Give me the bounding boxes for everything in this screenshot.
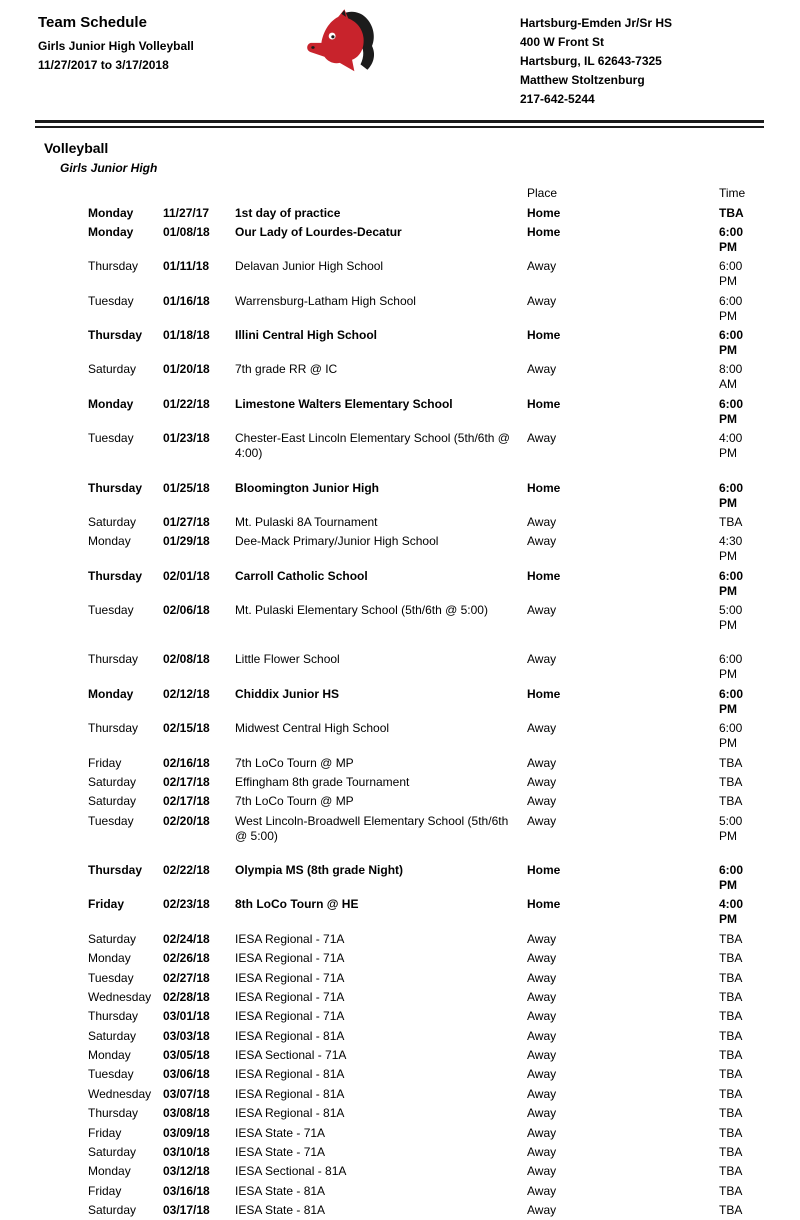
row-place: Away	[527, 1125, 557, 1140]
row-date: 01/08/18	[163, 224, 210, 239]
row-day: Monday	[88, 396, 134, 411]
row-time: TBA	[719, 1125, 743, 1140]
row-day: Thursday	[88, 1009, 139, 1024]
row-event: Chester-East Lincoln Elementary School (5th/6th @ 4:00)	[235, 431, 510, 461]
row-event: Warrensburg-Latham High School	[235, 293, 416, 308]
row-event: IESA Regional - 81A	[235, 1086, 345, 1101]
schedule-row	[88, 513, 766, 532]
row-date: 02/26/18	[163, 951, 210, 966]
row-day: Saturday	[88, 1028, 137, 1043]
row-date: 02/17/18	[163, 774, 210, 789]
row-place: Home	[527, 205, 561, 220]
school-address-line1: 400 W Front St	[520, 35, 605, 49]
row-event: IESA Regional - 71A	[235, 1009, 345, 1024]
schedule-table	[88, 184, 766, 1220]
row-day: Friday	[88, 1183, 122, 1198]
row-place: Away	[527, 1067, 557, 1082]
row-event: Limestone Walters Elementary School	[235, 396, 453, 411]
row-event: IESA Regional - 71A	[235, 951, 345, 966]
row-place: Away	[527, 362, 557, 377]
row-date: 01/16/18	[163, 293, 210, 308]
row-time: TBA	[719, 970, 743, 985]
row-place: Away	[527, 1086, 557, 1101]
schedule-row	[88, 567, 766, 601]
row-place: Home	[527, 480, 561, 495]
row-day: Tuesday	[88, 970, 134, 985]
row-date: 02/16/18	[163, 755, 210, 770]
season-date-range: 11/27/2017 to 3/17/2018	[38, 58, 169, 72]
row-date: 03/05/18	[163, 1048, 210, 1063]
row-day: Monday	[88, 224, 134, 239]
row-day: Tuesday	[88, 431, 134, 446]
row-time: TBA	[719, 1183, 743, 1198]
row-day: Monday	[88, 1164, 131, 1179]
row-day: Tuesday	[88, 813, 134, 828]
schedule-row	[88, 930, 766, 949]
row-place: Home	[527, 686, 561, 701]
row-date: 02/23/18	[163, 897, 210, 912]
row-place: Away	[527, 774, 557, 789]
row-date: 02/06/18	[163, 603, 210, 618]
row-place: Away	[527, 259, 557, 274]
row-event: IESA Regional - 81A	[235, 1106, 345, 1121]
row-day: Wednesday	[88, 1086, 152, 1101]
row-date: 03/08/18	[163, 1106, 210, 1121]
row-event: IESA Regional - 71A	[235, 989, 345, 1004]
row-time: 6:00 PM	[719, 259, 743, 289]
schedule-row	[88, 1182, 766, 1201]
row-place: Away	[527, 1203, 557, 1218]
row-day: Saturday	[88, 794, 137, 809]
row-place: Away	[527, 514, 557, 529]
row-day: Thursday	[88, 721, 139, 736]
school-info-block	[520, 14, 764, 112]
document-title: Team Schedule	[38, 14, 147, 31]
row-time: 5:00 PM	[719, 603, 743, 633]
row-date: 03/06/18	[163, 1067, 210, 1082]
row-time: TBA	[719, 951, 743, 966]
schedule-row	[88, 812, 766, 846]
row-day: Saturday	[88, 514, 137, 529]
row-date: 01/23/18	[163, 431, 210, 446]
row-time: TBA	[719, 1067, 743, 1082]
row-time: TBA	[719, 205, 744, 220]
row-time: 6:00 PM	[719, 721, 743, 751]
row-date: 02/22/18	[163, 863, 210, 878]
row-date: 02/12/18	[163, 686, 210, 701]
row-day: Friday	[88, 897, 125, 912]
row-event: 7th grade RR @ IC	[235, 362, 338, 377]
schedule-row	[88, 1007, 766, 1026]
row-date: 03/01/18	[163, 1009, 210, 1024]
schedule-row	[88, 1143, 766, 1162]
row-place: Away	[527, 794, 557, 809]
team-name: Girls Junior High Volleyball	[38, 39, 194, 53]
row-event: IESA State - 71A	[235, 1144, 326, 1159]
row-date: 02/20/18	[163, 813, 210, 828]
row-time: 6:00 PM	[719, 224, 744, 254]
row-date: 02/01/18	[163, 568, 210, 583]
sport-heading: Volleyball	[44, 140, 109, 156]
schedule-rows	[88, 203, 766, 1220]
row-event: Effingham 8th grade Tournament	[235, 774, 410, 789]
contact-name: Matthew Stoltzenburg	[520, 73, 645, 87]
row-place: Away	[527, 431, 557, 446]
schedule-row	[88, 203, 766, 222]
row-date: 11/27/17	[163, 205, 210, 220]
row-time: TBA	[719, 931, 743, 946]
row-event: Little Flower School	[235, 652, 340, 667]
row-day: Tuesday	[88, 1067, 134, 1082]
schedule-row	[88, 1162, 766, 1181]
row-day: Thursday	[88, 652, 139, 667]
row-event: 7th LoCo Tourn @ MP	[235, 755, 354, 770]
row-day: Saturday	[88, 774, 137, 789]
row-place: Home	[527, 863, 561, 878]
row-time: 6:00 PM	[719, 568, 744, 598]
row-event: IESA Regional - 81A	[235, 1067, 345, 1082]
row-place: Away	[527, 293, 557, 308]
row-date: 02/27/18	[163, 970, 210, 985]
row-place: Away	[527, 1106, 557, 1121]
schedule-row	[88, 1046, 766, 1065]
contact-phone: 217-642-5244	[520, 92, 595, 106]
row-event: Carroll Catholic School	[235, 568, 368, 583]
row-day: Friday	[88, 1125, 122, 1140]
row-day: Saturday	[88, 1203, 137, 1218]
row-time: 6:00 PM	[719, 686, 744, 716]
schedule-row	[88, 968, 766, 987]
row-time: TBA	[719, 755, 743, 770]
row-date: 01/11/18	[163, 259, 210, 274]
row-time: 8:00 AM	[719, 362, 743, 392]
row-time: TBA	[719, 774, 743, 789]
row-place: Away	[527, 534, 557, 549]
row-time: TBA	[719, 1144, 743, 1159]
schedule-row	[88, 257, 766, 291]
row-event: Illini Central High School	[235, 328, 378, 343]
schedule-row	[88, 719, 766, 753]
row-date: 03/10/18	[163, 1144, 210, 1159]
row-day: Thursday	[88, 328, 143, 343]
row-place: Away	[527, 1009, 557, 1024]
row-place: Away	[527, 970, 557, 985]
row-day: Tuesday	[88, 603, 134, 618]
row-date: 01/29/18	[163, 534, 210, 549]
schedule-row	[88, 601, 766, 635]
schedule-row	[88, 1104, 766, 1123]
row-event: IESA State - 81A	[235, 1203, 326, 1218]
row-place: Away	[527, 603, 557, 618]
row-date: 02/24/18	[163, 931, 210, 946]
row-event: 8th LoCo Tourn @ HE	[235, 897, 359, 912]
row-place: Home	[527, 224, 561, 239]
row-event: IESA Regional - 81A	[235, 1028, 345, 1043]
row-day: Saturday	[88, 931, 137, 946]
schedule-column-headers	[88, 184, 766, 203]
schedule-row	[88, 895, 766, 929]
row-place: Home	[527, 328, 561, 343]
row-time: TBA	[719, 1028, 743, 1043]
schedule-row	[88, 395, 766, 429]
row-event: Our Lady of Lourdes-Decatur	[235, 224, 402, 239]
mustang-mascot-icon	[303, 6, 395, 86]
schedule-row	[88, 429, 766, 463]
row-time: 6:00 PM	[719, 293, 743, 323]
row-time: 6:00 PM	[719, 396, 744, 426]
row-day: Thursday	[88, 259, 139, 274]
row-time: TBA	[719, 1086, 743, 1101]
row-place: Away	[527, 951, 557, 966]
row-event: IESA Sectional - 81A	[235, 1164, 347, 1179]
row-date: 02/15/18	[163, 721, 210, 736]
school-name: Hartsburg-Emden Jr/Sr HS	[520, 16, 673, 30]
row-date: 03/07/18	[163, 1086, 210, 1101]
row-event: 1st day of practice	[235, 205, 341, 220]
school-address-line2: Hartsburg, IL 62643-7325	[520, 54, 662, 68]
day-column-header	[88, 186, 163, 201]
schedule-row	[88, 326, 766, 360]
row-day: Saturday	[88, 362, 137, 377]
row-date: 02/08/18	[163, 652, 210, 667]
row-date: 01/25/18	[163, 480, 210, 495]
row-event: Chiddix Junior HS	[235, 686, 340, 701]
event-column-header	[235, 186, 527, 201]
row-place: Away	[527, 721, 557, 736]
row-event: IESA Sectional - 71A	[235, 1048, 347, 1063]
row-time: 5:00 PM	[719, 813, 743, 843]
row-time: TBA	[719, 1164, 743, 1179]
row-date: 01/27/18	[163, 514, 210, 529]
row-day: Monday	[88, 686, 134, 701]
schedule-row	[88, 478, 766, 512]
row-day: Saturday	[88, 1144, 137, 1159]
row-event: Mt. Pulaski 8A Tournament	[235, 514, 378, 529]
row-time: TBA	[719, 794, 743, 809]
row-event: West Lincoln-Broadwell Elementary School (5th/6th @ 5:00)	[235, 813, 509, 843]
schedule-row	[88, 1027, 766, 1046]
row-place: Away	[527, 755, 557, 770]
schedule-row	[88, 949, 766, 968]
header-left-block	[38, 14, 268, 112]
schedule-row	[88, 685, 766, 719]
row-day: Friday	[88, 755, 122, 770]
schedule-row	[88, 773, 766, 792]
row-event: IESA Regional - 71A	[235, 931, 345, 946]
row-event: 7th LoCo Tourn @ MP	[235, 794, 354, 809]
row-date: 02/17/18	[163, 794, 210, 809]
row-date: 01/22/18	[163, 396, 210, 411]
row-event: Delavan Junior High School	[235, 259, 384, 274]
row-time: TBA	[719, 1048, 743, 1063]
row-date: 03/03/18	[163, 1028, 210, 1043]
row-time: TBA	[719, 989, 743, 1004]
schedule-row	[88, 360, 766, 394]
row-time: 6:00 PM	[719, 480, 744, 510]
header-divider-rule	[35, 120, 764, 128]
row-date: 03/16/18	[163, 1183, 210, 1198]
place-column-header: Place	[527, 186, 558, 201]
row-date: 03/12/18	[163, 1164, 210, 1179]
row-date: 01/18/18	[163, 328, 210, 343]
row-day: Thursday	[88, 1106, 139, 1121]
row-place: Home	[527, 568, 561, 583]
row-event: Olympia MS (8th grade Night)	[235, 863, 404, 878]
schedule-row	[88, 753, 766, 772]
row-time: 6:00 PM	[719, 328, 744, 358]
row-time: 6:00 PM	[719, 652, 743, 682]
row-time: 4:30 PM	[719, 534, 743, 564]
schedule-row	[88, 1065, 766, 1084]
schedule-row	[88, 1201, 766, 1220]
row-place: Home	[527, 897, 561, 912]
row-time: 4:00 PM	[719, 897, 744, 927]
schedule-row	[88, 650, 766, 684]
row-place: Away	[527, 813, 557, 828]
schedule-row	[88, 1085, 766, 1104]
row-event: Dee-Mack Primary/Junior High School	[235, 534, 439, 549]
row-place: Away	[527, 652, 557, 667]
row-place: Away	[527, 1164, 557, 1179]
row-day: Monday	[88, 951, 131, 966]
row-event: IESA State - 71A	[235, 1125, 326, 1140]
row-time: TBA	[719, 1009, 743, 1024]
schedule-row	[88, 1123, 766, 1142]
row-day: Monday	[88, 205, 134, 220]
schedule-row	[88, 292, 766, 326]
row-place: Away	[527, 1144, 557, 1159]
row-date: 03/09/18	[163, 1125, 210, 1140]
row-day: Tuesday	[88, 293, 134, 308]
row-place: Away	[527, 1183, 557, 1198]
row-time: 6:00 PM	[719, 863, 744, 893]
schedule-row	[88, 792, 766, 811]
row-event: IESA Regional - 71A	[235, 970, 345, 985]
row-day: Monday	[88, 1048, 131, 1063]
team-heading: Girls Junior High	[60, 161, 158, 175]
row-day: Thursday	[88, 863, 143, 878]
row-date: 02/28/18	[163, 989, 210, 1004]
row-day: Monday	[88, 534, 131, 549]
row-place: Away	[527, 989, 557, 1004]
row-place: Away	[527, 931, 557, 946]
schedule-row	[88, 532, 766, 566]
row-place: Away	[527, 1028, 557, 1043]
row-day: Thursday	[88, 480, 143, 495]
row-place: Home	[527, 396, 561, 411]
schedule-row	[88, 861, 766, 895]
row-event: Bloomington Junior High	[235, 480, 379, 495]
row-place: Away	[527, 1048, 557, 1063]
date-column-header	[163, 186, 235, 201]
row-date: 03/17/18	[163, 1203, 210, 1218]
row-date: 01/20/18	[163, 362, 210, 377]
time-column-header: Time	[719, 186, 746, 201]
row-time: 4:00 PM	[719, 431, 743, 461]
schedule-row	[88, 988, 766, 1007]
row-time: TBA	[719, 514, 743, 529]
row-day: Wednesday	[88, 989, 152, 1004]
row-day: Thursday	[88, 568, 143, 583]
schedule-row	[88, 223, 766, 257]
document-header	[0, 0, 800, 112]
row-event: Mt. Pulaski Elementary School (5th/6th @ 5:00)	[235, 603, 488, 618]
row-time: TBA	[719, 1106, 743, 1121]
row-time: TBA	[719, 1203, 743, 1218]
row-event: IESA State - 81A	[235, 1183, 326, 1198]
row-event: Midwest Central High School	[235, 721, 390, 736]
